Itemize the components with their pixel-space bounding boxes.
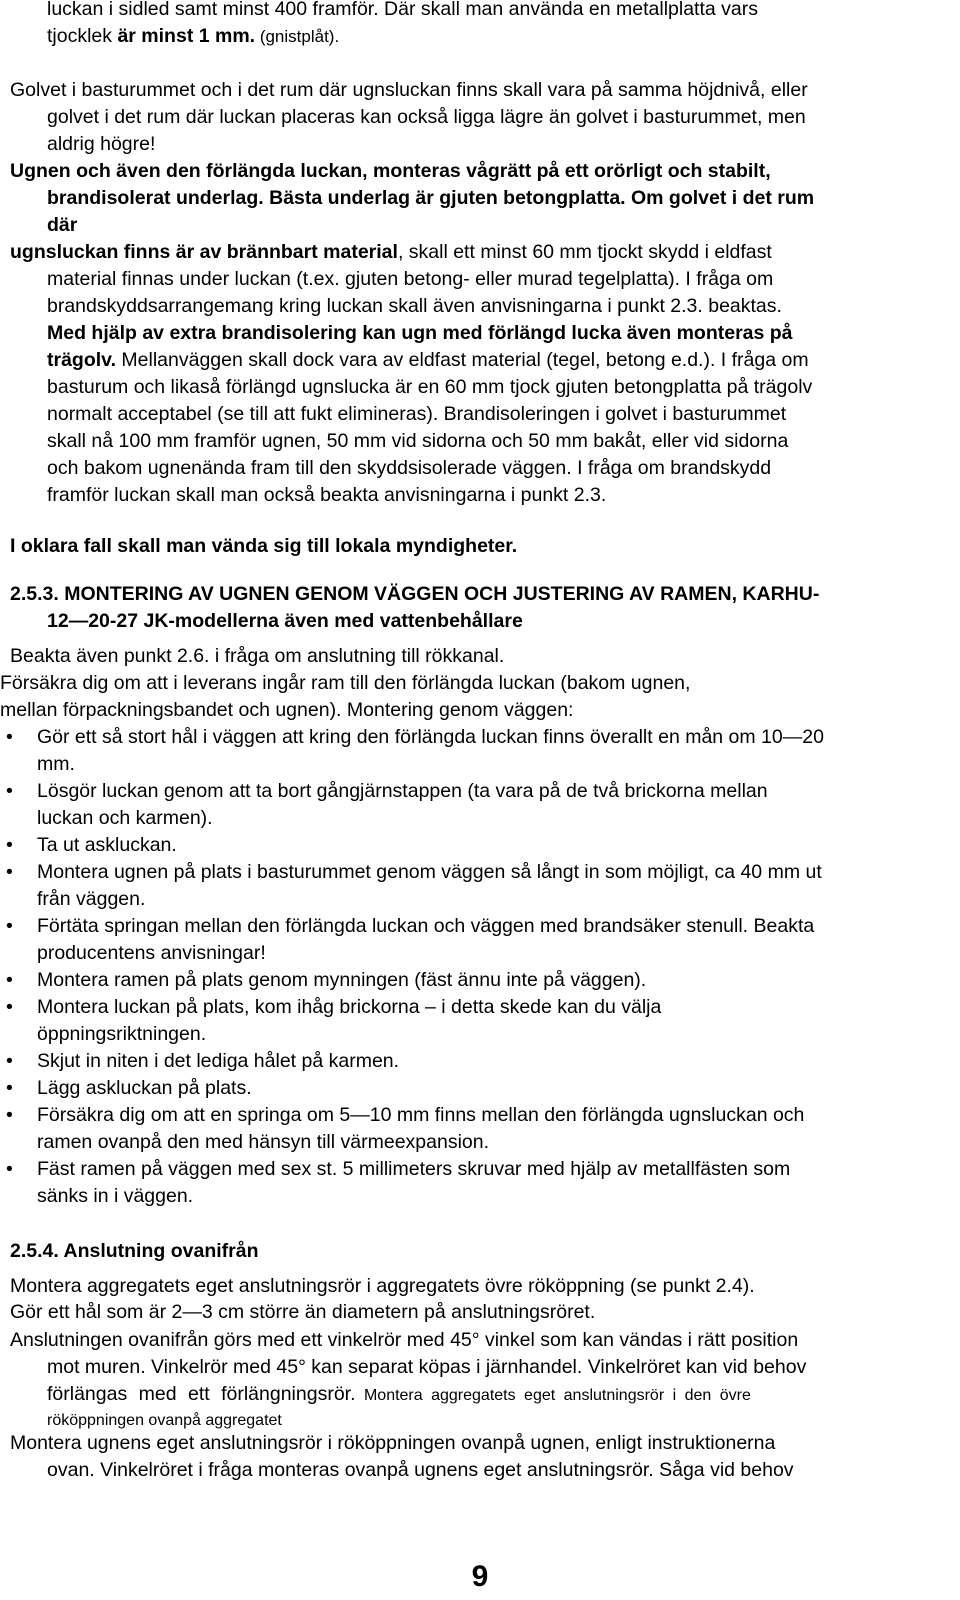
bullet-line: Gör ett så stort hål i väggen att kring den förlängda luckan finns överallt en mån om 10—20: [37, 726, 824, 748]
text-line: [0, 185, 960, 212]
text-line: Gör ett hål som är 2—3 cm större än diametern på anslutningsröret.: [10, 1301, 596, 1323]
bullet-line: Montera ugnen på plats i basturummet genom väggen så långt in som möjligt, ca 40 mm ut: [37, 861, 822, 883]
bold-run: trägolv.: [47, 349, 116, 371]
bullet-text: [37, 967, 646, 994]
text-line: luckan i sidled samt minst 400 framför. Där skall man använda en metallplatta vars: [47, 0, 758, 20]
bullet-line: ramen ovanpå den med hänsyn till värmeexpansion.: [37, 1131, 490, 1153]
text-line: Med hjälp av extra brandisolering kan ugn med förlängd lucka även monteras på: [47, 322, 793, 344]
bullet-line: Fäst ramen på väggen med sex st. 5 millimeters skruvar med hjälp av metallfästen som: [37, 1158, 791, 1180]
bold-run: brandisolerat underlag. Bästa underlag är gjuten betongplatta.: [47, 187, 626, 209]
text-line: brandskyddsarrangemang kring luckan skall även anvisningarna i punkt 2.3. beaktas.: [47, 295, 782, 317]
text-run: Mellanväggen skall dock vara av eldfast material (tegel, betong e.d.). I fråga om: [115, 349, 809, 371]
text-line: Montera aggregatets eget anslutningsrör i aggregatets övre rököppning (se punkt 2.4).: [10, 1275, 755, 1297]
bullet-text: [37, 1048, 399, 1075]
text-run: förlängas med ett förlängningsrör.: [47, 1383, 356, 1405]
bullet-line: mm.: [37, 753, 75, 775]
bold-run: Om golvet i det rum: [625, 187, 815, 209]
bullet-text: [37, 1102, 804, 1156]
paragraph-metal-plate: [0, 0, 960, 50]
bold-run: ugnsluckan finns är av brännbart material: [10, 241, 398, 263]
text-line: [0, 239, 960, 266]
text-line: [0, 1381, 960, 1409]
paragraph-floor-level: [0, 77, 960, 158]
bullet-text: [37, 724, 824, 778]
bullet-text: [37, 994, 661, 1048]
text-line: aldrig högre!: [47, 133, 156, 155]
bullet-icon: •: [6, 1104, 13, 1126]
bullet-line: Montera ramen på plats genom mynningen (fäst ännu inte på väggen).: [37, 969, 647, 991]
bullet-text: [37, 913, 814, 967]
text-line: Anslutningen ovanifrån görs med ett vinkelrör med 45° vinkel som kan vändas i rätt position: [10, 1329, 799, 1351]
paragraph-254-3: [0, 1327, 960, 1433]
bullet-icon: •: [6, 726, 13, 748]
text-line: material finnas under luckan (t.ex. gjuten betong- eller murad tegelplatta). I fråga om: [47, 268, 774, 290]
heading-line: 12—20-27 JK-modellerna även med vattenbehållare: [47, 610, 523, 632]
text-line: golvet i det rum där luckan placeras kan också ligga lägre än golvet i basturummet, men: [47, 106, 806, 128]
paragraph-254-1: [0, 1273, 960, 1300]
text-line: basturum och likaså förlängd ugnslucka är en 60 mm tjock gjuten betongplatta på trägolv: [47, 376, 813, 398]
bullet-line: öppningsriktningen.: [37, 1023, 207, 1045]
bullet-text: [37, 832, 177, 859]
section-253-intro: [0, 670, 960, 724]
heading-line: 2.5.3. MONTERING AV UGNEN GENOM VÄGGEN OCH JUSTERING AV RAMEN, KARHU-: [10, 583, 820, 605]
bullet-text: [37, 1075, 252, 1102]
bullet-line: Förtäta springan mellan den förlängda luckan och väggen med brandsäker stenull. Beakta: [37, 915, 815, 937]
text-line: Golvet i basturummet och i det rum där ugnsluckan finns skall vara på samma höjdnivå, eller: [10, 79, 808, 101]
text-run: Montera aggregatets eget anslutningsrör i den övre: [355, 1387, 751, 1404]
bullet-line: Skjut in niten i det lediga hålet på karmen.: [37, 1050, 400, 1072]
bullet-line: från väggen.: [37, 888, 146, 910]
bullet-line: Lägg askluckan på plats.: [37, 1077, 252, 1099]
bullet-line: Montera luckan på plats, kom ihåg brickorna – i detta skede kan du välja: [37, 996, 662, 1018]
bullet-icon: •: [6, 915, 13, 937]
text-line: Montera ugnens eget anslutningsrör i rököppningen ovanpå ugnen, enligt instruktionerna: [10, 1432, 776, 1454]
bullet-text: [37, 859, 822, 913]
bullet-line: luckan och karmen).: [37, 807, 213, 829]
text-line: ovan. Vinkelröret i fråga monteras ovanpå ugnens eget anslutningsrör. Såga vid behov: [47, 1459, 794, 1481]
paragraph-254-4: [0, 1430, 960, 1484]
bullet-line: producentens anvisningar!: [37, 942, 266, 964]
bullet-icon: •: [6, 1077, 13, 1099]
bullet-icon: •: [6, 834, 13, 856]
bullet-text: [37, 1156, 790, 1210]
text-line: mot muren. Vinkelrör med 45° kan separat köpas i järnhandel. Vinkelröret kan vid behov: [47, 1356, 807, 1378]
text-line: Ugnen och även den förlängda luckan, monteras vågrätt på ett orörligt och stabilt,: [10, 160, 771, 182]
bullet-icon: •: [6, 969, 13, 991]
text-line: och bakom ugnenända fram till den skyddsisolerade väggen. I fråga om brandskydd: [47, 457, 772, 479]
paragraph-stove-mounting: [0, 158, 960, 509]
paragraph-254-2: [0, 1299, 960, 1326]
section-heading-253: [0, 581, 960, 635]
section-253-note: [0, 643, 960, 670]
text-line: skall nå 100 mm framför ugnen, 50 mm vid sidorna och 50 mm bakåt, eller vid sidorna: [47, 430, 789, 452]
note-local-authorities: [0, 533, 960, 560]
bullet-text: [37, 778, 768, 832]
bullet-line: Ta ut askluckan.: [37, 834, 177, 856]
text-line: Beakta även punkt 2.6. i fråga om anslutning till rökkanal.: [10, 645, 505, 667]
bullet-icon: •: [6, 996, 13, 1018]
text-line: mellan förpackningsbandet och ugnen). Montering genom väggen:: [0, 699, 574, 721]
text-line: Försäkra dig om att i leverans ingår ram till den förlängda luckan (bakom ugnen,: [0, 672, 691, 694]
text-run: tjocklek: [47, 25, 118, 47]
text-run: (gnistplåt).: [255, 27, 340, 46]
bullet-line: sänks in i väggen.: [37, 1185, 194, 1207]
text-line: [0, 347, 960, 374]
heading-line: 2.5.4. Anslutning ovanifrån: [10, 1240, 259, 1262]
bullet-icon: •: [6, 861, 13, 883]
page-number: 9: [471, 1560, 489, 1593]
bold-run: är minst 1 mm.: [117, 25, 256, 47]
text-line: rököppningen ovanpå aggregatet: [47, 1412, 282, 1429]
bullet-icon: •: [6, 1050, 13, 1072]
text-line: där: [47, 214, 78, 236]
bullet-icon: •: [6, 1158, 13, 1180]
bullet-line: Försäkra dig om att en springa om 5—10 mm finns mellan den förlängda ugnsluckan och: [37, 1104, 805, 1126]
text-line: I oklara fall skall man vända sig till lokala myndigheter.: [10, 535, 518, 557]
text-run: , skall ett minst 60 mm tjockt skydd i eldfast: [397, 241, 772, 263]
text-line: normalt acceptabel (se till att fukt elimineras). Brandisoleringen i golvet i basturummet: [47, 403, 787, 425]
bullet-icon: •: [6, 780, 13, 802]
text-line: [0, 23, 960, 50]
section-heading-254: [0, 1238, 960, 1265]
text-line: framför luckan skall man också beakta anvisningarna i punkt 2.3.: [47, 484, 607, 506]
bullet-line: Lösgör luckan genom att ta bort gångjärnstappen (ta vara på de två brickorna mellan: [37, 780, 768, 802]
